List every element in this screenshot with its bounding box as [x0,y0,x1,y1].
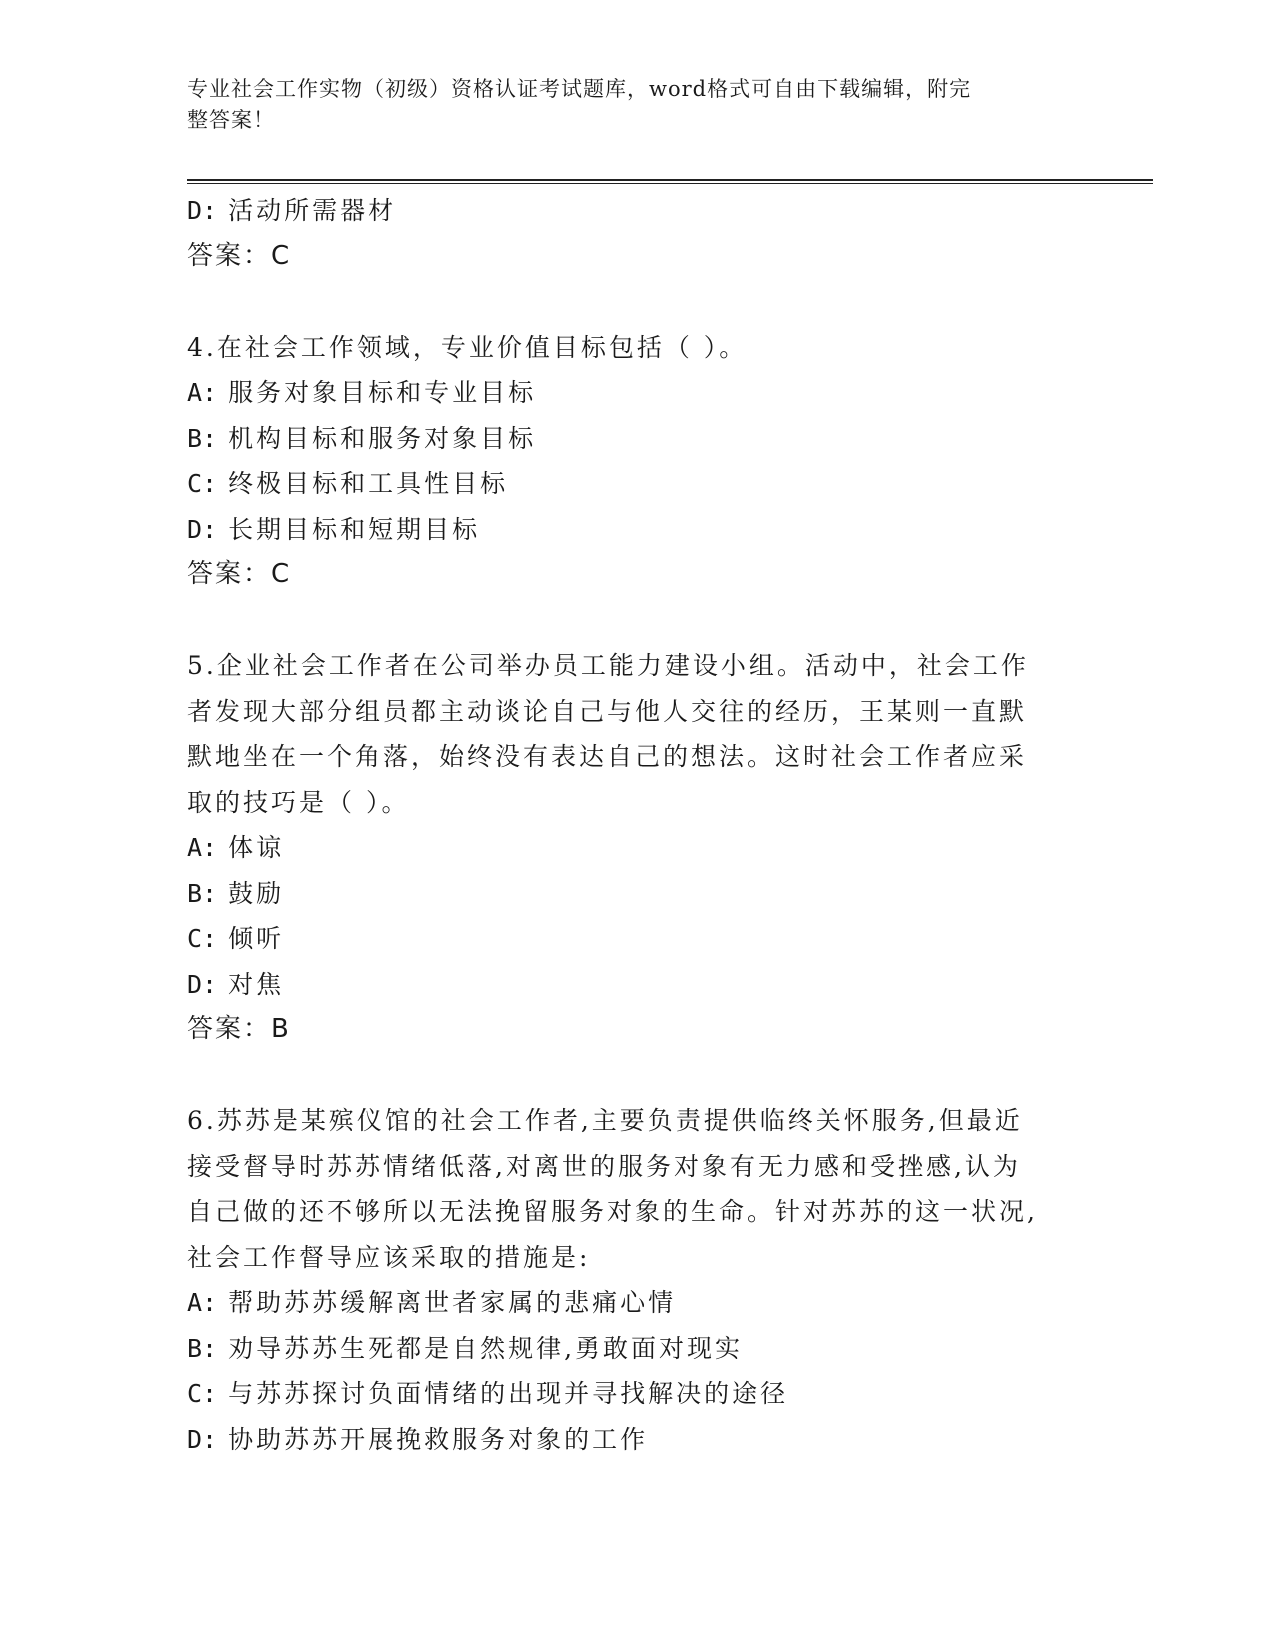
option-a [187,1280,1087,1326]
spacer [187,279,1087,325]
question-6 [187,1098,1087,1462]
option-a [187,370,1087,416]
question-text [187,643,1087,825]
option-b [187,1326,1087,1372]
question-line: 4.在社会工作领域，专业价值目标包括（ ）。 [187,332,748,362]
option-text: 服务对象目标和专业目标 [228,378,537,407]
option-text: 对焦 [228,969,285,999]
option-a [187,825,1087,871]
answer-line: 答案：C [187,559,292,589]
option-d [187,962,1087,1008]
option-letter: C: [187,469,218,498]
option-letter: B: [187,1333,218,1363]
option-letter: C: [187,924,218,953]
spacer [187,1053,1087,1099]
question-line: 取的技巧是（ ）。 [187,787,410,817]
option-text: 长期目标和短期目标 [228,514,481,544]
option-letter: D: [187,514,218,544]
option-text: 鼓励 [228,878,285,908]
question-line: 自己做的还不够所以无法挽留服务对象的生命。针对苏苏的这一状况, [187,1197,1038,1226]
question-list [187,188,1087,1462]
option-text: 终极目标和工具性目标 [228,469,509,498]
question-line: 5.企业社会工作者在公司举办员工能力建设小组。活动中，社会工作 [187,651,1029,680]
option-letter: D: [187,1424,218,1454]
answer-line: 答案：C [187,240,292,271]
question-line: 者发现大部分组员都主动谈论自己与他人交往的经历，王某则一直默 [187,696,1028,726]
option-letter: D: [187,969,218,999]
option-letter: D: [187,196,218,225]
option-d [187,507,1087,553]
option-b [187,871,1087,917]
question-line: 社会工作督导应该采取的措施是: [187,1242,591,1272]
prev-question [187,188,1087,279]
option-text: 倾听 [228,924,285,953]
option-d [187,188,1087,234]
header-divider [187,179,1153,184]
question-5 [187,643,1087,1053]
option-letter: C: [187,1379,218,1408]
question-line: 接受督导时苏苏情绪低落,对离世的服务对象有无力感和受挫感,认为 [187,1151,1021,1181]
question-4 [187,325,1087,598]
option-c [187,461,1087,507]
question-line: 默地坐在一个角落，始终没有表达自己的想法。这时社会工作者应采 [187,742,1028,771]
option-b [187,416,1087,462]
option-c [187,916,1087,962]
spacer [187,598,1087,644]
header-line-1: 专业社会工作实物（初级）资格认证考试题库，word格式可自由下载编辑，附完 [187,77,972,101]
option-text: 活动所需器材 [228,196,397,225]
option-text: 帮助苏苏缓解离世者家属的悲痛心情 [228,1288,677,1317]
option-text: 机构目标和服务对象目标 [228,423,537,453]
option-text: 劝导苏苏生死都是自然规律,勇敢面对现实 [228,1333,744,1363]
option-text: 协助苏苏开展挽救服务对象的工作 [228,1424,649,1454]
header-line-2: 整答案！ [187,108,275,132]
question-text [187,1098,1087,1280]
option-d [187,1417,1087,1463]
option-letter: A: [187,378,218,407]
option-text: 体谅 [228,833,285,862]
option-letter: B: [187,423,218,453]
question-text [187,325,1087,371]
question-line: 6.苏苏是某殡仪馆的社会工作者,主要负责提供临终关怀服务,但最近 [187,1106,1023,1135]
option-letter: A: [187,833,218,862]
option-text: 与苏苏探讨负面情绪的出现并寻找解决的途径 [228,1379,789,1408]
option-c [187,1371,1087,1417]
option-letter: A: [187,1288,218,1317]
option-letter: B: [187,878,218,908]
answer-line: 答案：B [187,1014,291,1044]
page-header [187,74,1067,136]
